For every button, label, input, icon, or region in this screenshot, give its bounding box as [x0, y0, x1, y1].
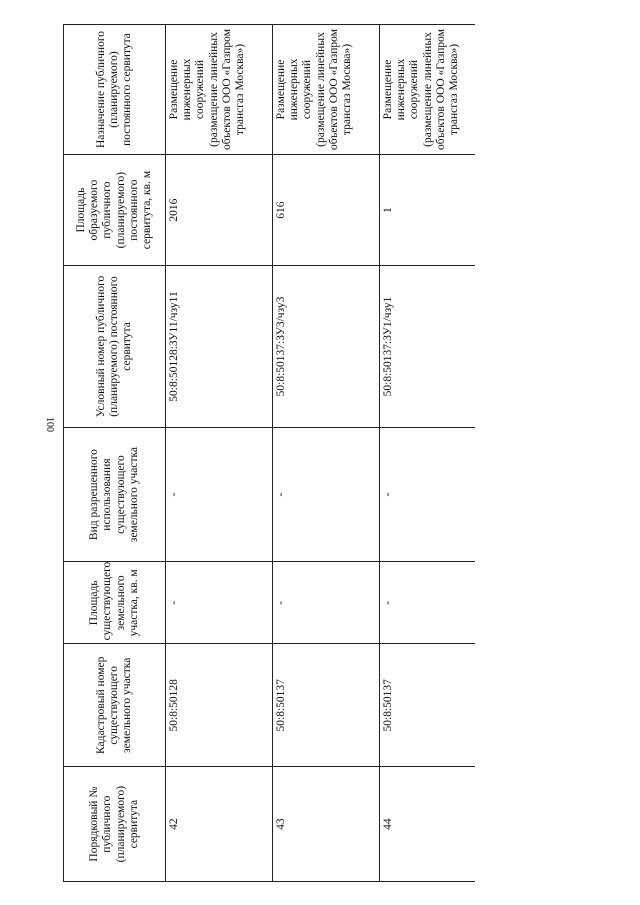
cell-serial-number: 43	[273, 767, 380, 882]
header-servitude-number: Условный номер публичного (планируемого) постоянного сервитута	[64, 266, 166, 428]
cell-servitude-number: 50:8:50128:ЗУ11/чзу11	[166, 266, 273, 428]
servitude-table-region	[63, 24, 475, 882]
header-cadastral-number: Кадастровый номер существующего земельного участка	[64, 644, 166, 767]
cell-purpose: Размещение инженерных сооружений (размещение линейных объектов ООО «Газпром трансгаз Москва»)	[166, 25, 273, 155]
cell-existing-area: -	[166, 562, 273, 644]
cell-use-type: -	[380, 427, 476, 562]
page-number: 100	[44, 417, 55, 432]
cell-use-type: -	[166, 427, 273, 562]
cell-serial-number: 42	[166, 767, 273, 882]
cell-existing-area: -	[273, 562, 380, 644]
cell-cadastral-number: 50:8:50137	[380, 644, 476, 767]
cell-servitude-number: 50:8:50137:ЗУ1/чзу1	[380, 266, 476, 428]
cell-servitude-area: 1	[380, 154, 476, 265]
table-row	[166, 25, 273, 882]
cell-servitude-area: 616	[273, 154, 380, 265]
header-purpose: Назначение публичного (планируемого) постоянного сервитута	[64, 25, 166, 155]
header-existing-area: Площадь существующего земельного участка, кв. м	[64, 562, 166, 644]
cell-use-type: -	[273, 427, 380, 562]
header-use-type: Вид разрешенного использования существующего земельного участка	[64, 427, 166, 562]
cell-serial-number: 44	[380, 767, 476, 882]
table-row	[273, 25, 380, 882]
cell-purpose: Размещение инженерных сооружений (размещение линейных объектов ООО «Газпром трансгаз Москва»)	[273, 25, 380, 155]
cell-cadastral-number: 50:8:50128	[166, 644, 273, 767]
cell-cadastral-number: 50:8:50137	[273, 644, 380, 767]
table-header-row	[64, 25, 166, 882]
cell-servitude-area: 2016	[166, 154, 273, 265]
table-row	[380, 25, 476, 882]
servitude-table	[63, 24, 475, 882]
cell-servitude-number: 50:8:50137:ЗУ3/чзу3	[273, 266, 380, 428]
cell-existing-area: -	[380, 562, 476, 644]
table-landscape-frame	[63, 24, 475, 882]
cell-purpose: Размещение инженерных сооружений (размещение линейных объектов ООО «Газпром трансгаз Москва»)	[380, 25, 476, 155]
header-serial-number: Порядковый № публичного (планируемого) сервитута	[64, 767, 166, 882]
header-servitude-area: Площадь образуемого публичного (планируемого) постоянного сервитута, кв. м	[64, 154, 166, 265]
